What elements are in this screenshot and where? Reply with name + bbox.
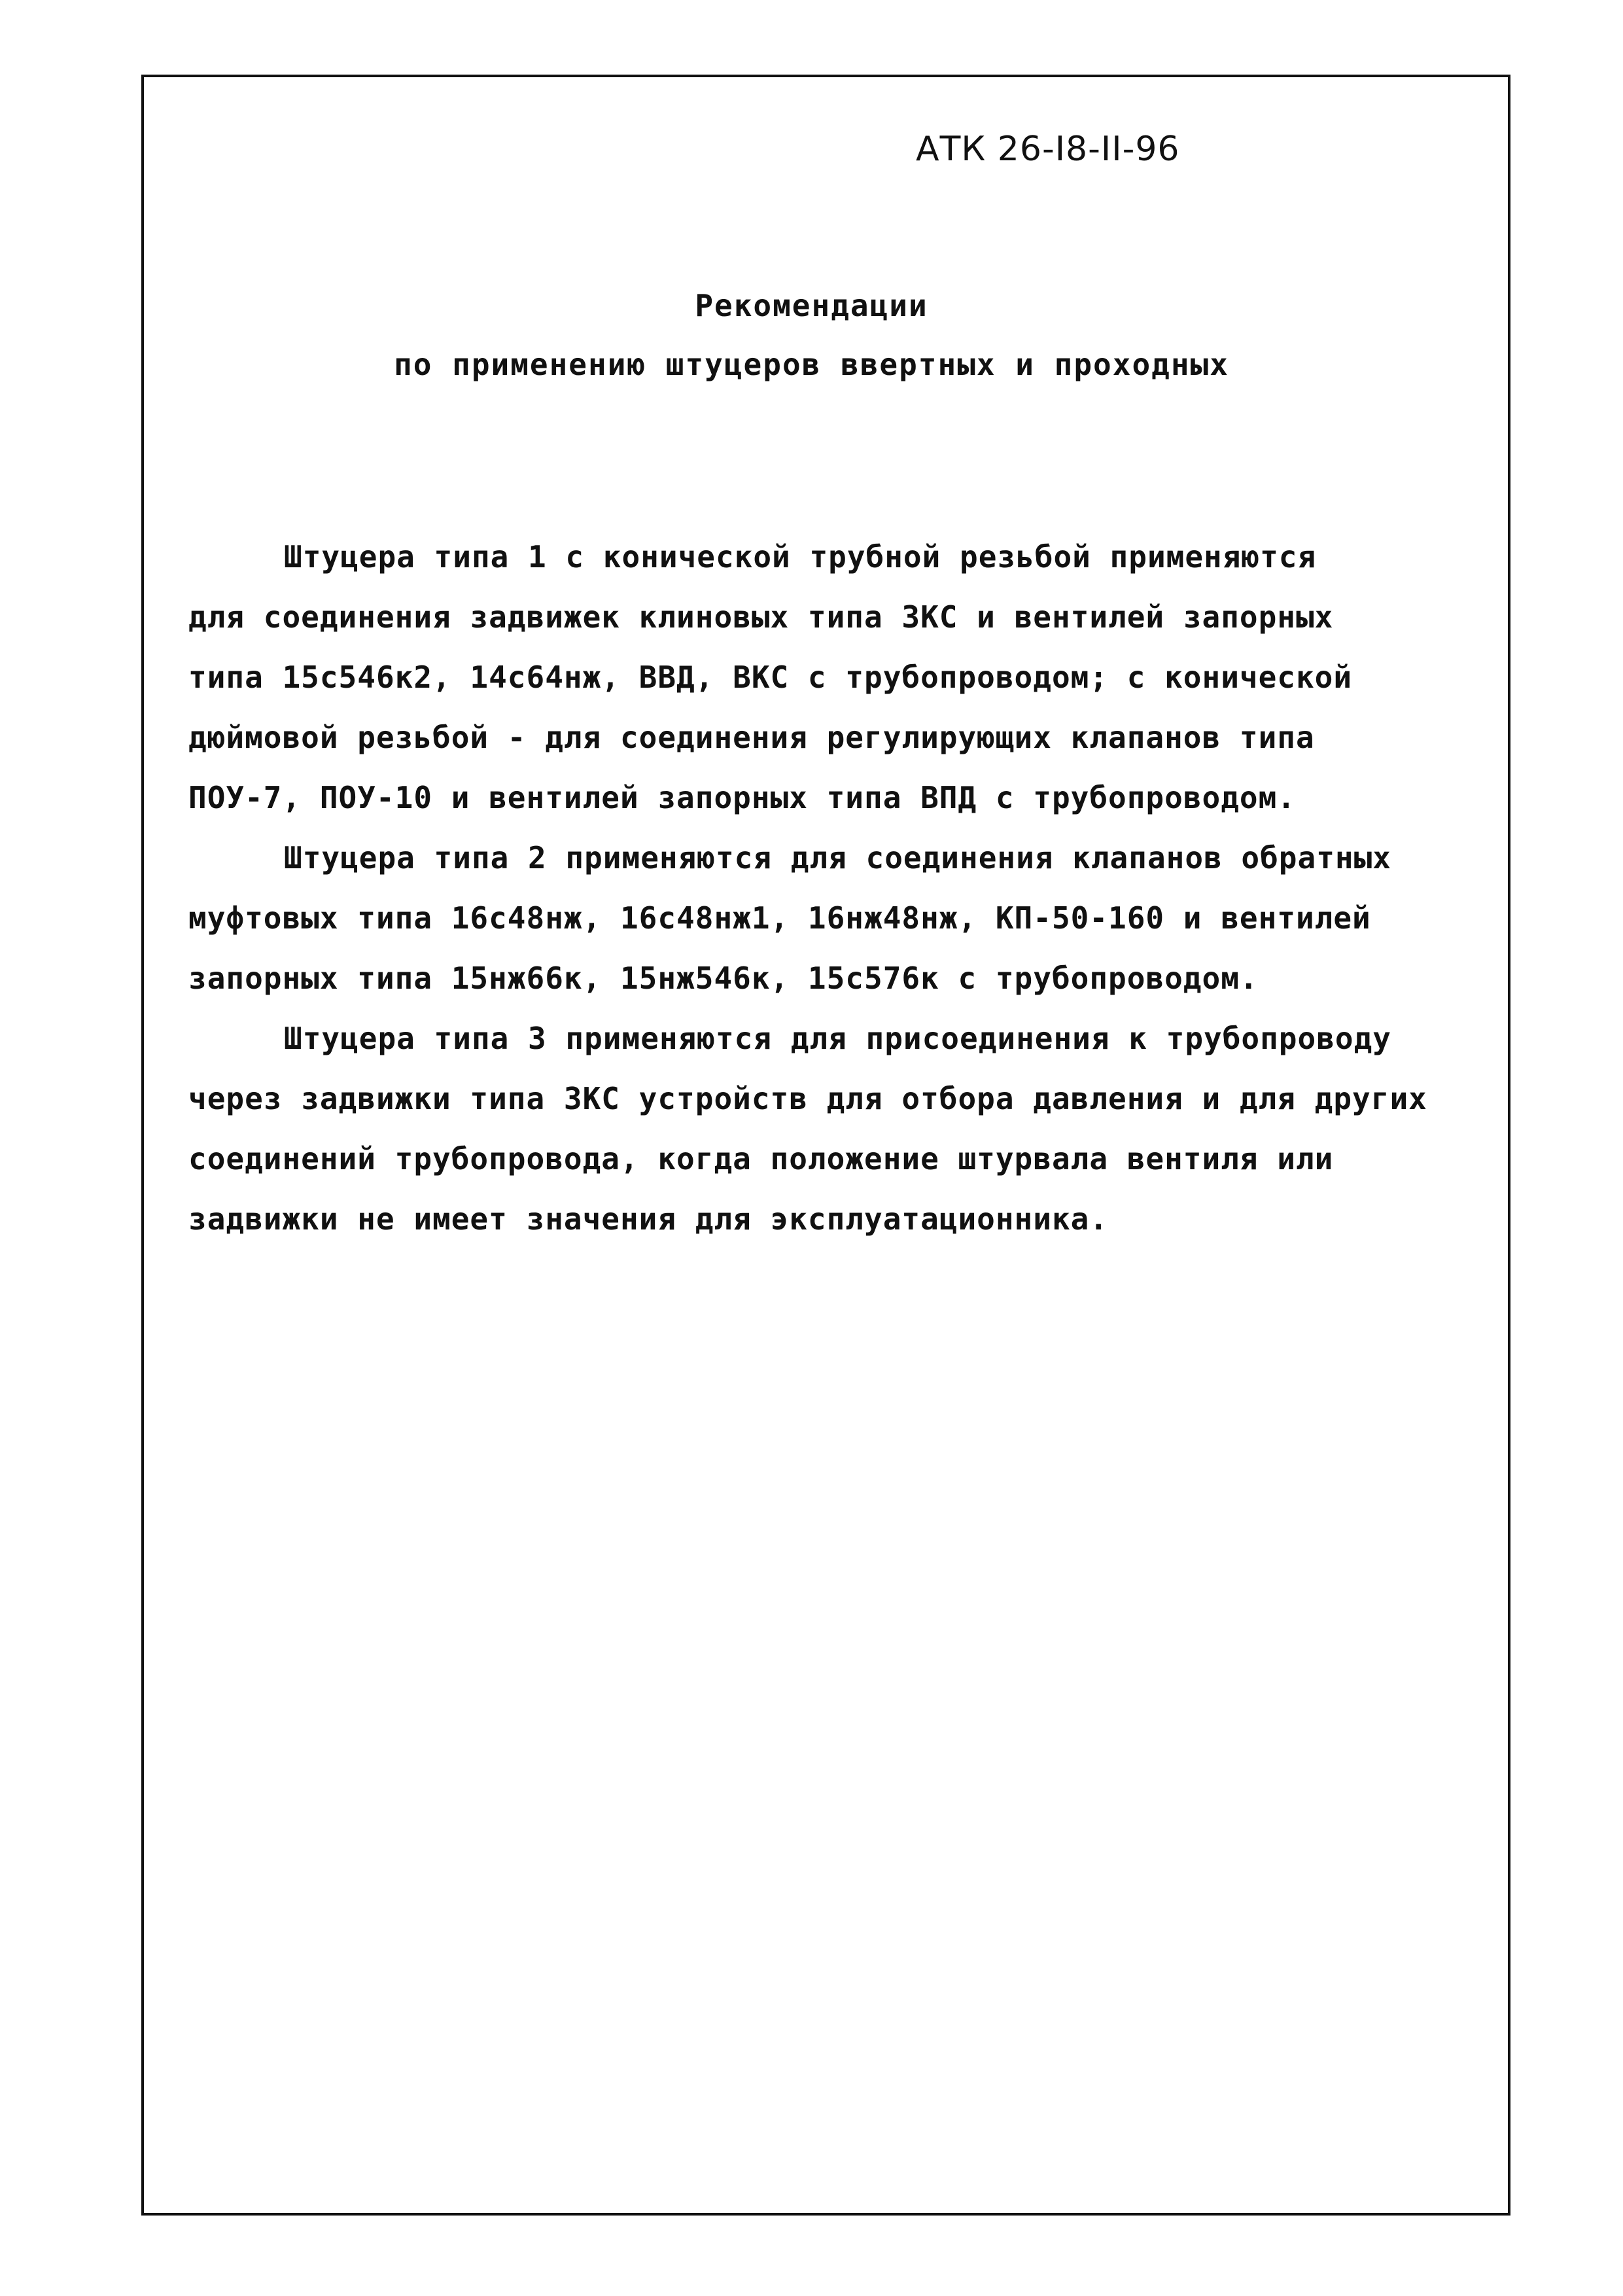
paragraph-1-line-3: типа 15с546к2, 14с64нж, ВВД, ВКС с трубопроводом; с конической (188, 660, 1353, 695)
paragraph-3-line-4: задвижки не имеет значения для эксплуатационника. (188, 1201, 1109, 1237)
document-subtitle: по применению штуцеров ввертных и проходных (394, 347, 1229, 382)
paragraph-3-line-1: Штуцера типа 3 применяются для присоединения к трубопроводу (284, 1021, 1391, 1056)
paragraph-1-line-1: Штуцера типа 1 с конической трубной резьбой применяются (284, 539, 1317, 574)
paragraph-1-line-4: дюймовой резьбой - для соединения регулирующих клапанов типа (188, 720, 1315, 755)
body-text (188, 527, 1497, 1249)
paragraph-2-line-1: Штуцера типа 2 применяются для соединения клапанов обратных (284, 840, 1391, 875)
paragraph-3-line-3: соединений трубопровода, когда положение штурвала вентиля или (188, 1141, 1334, 1176)
paragraph-1-line-2: для соединения задвижек клиновых типа ЗКС и вентилей запорных (188, 599, 1334, 635)
paragraph-3-line-2: через задвижки типа ЗКС устройств для отбора давления и для других (188, 1081, 1427, 1116)
paragraph-2-line-2: муфтовых типа 16с48нж, 16с48нж1, 16нж48нж, КП-50-160 и вентилей (188, 900, 1371, 936)
paragraph-2-line-3: запорных типа 15нж66к, 15нж546к, 15с576к с трубопроводом. (188, 961, 1259, 996)
paragraph-1-line-5: ПОУ-7, ПОУ-10 и вентилей запорных типа ВПД с трубопроводом. (188, 780, 1296, 815)
document-title: Рекомендации (695, 288, 928, 323)
document-code: АТК 26-I8-II-96 (916, 130, 1180, 169)
